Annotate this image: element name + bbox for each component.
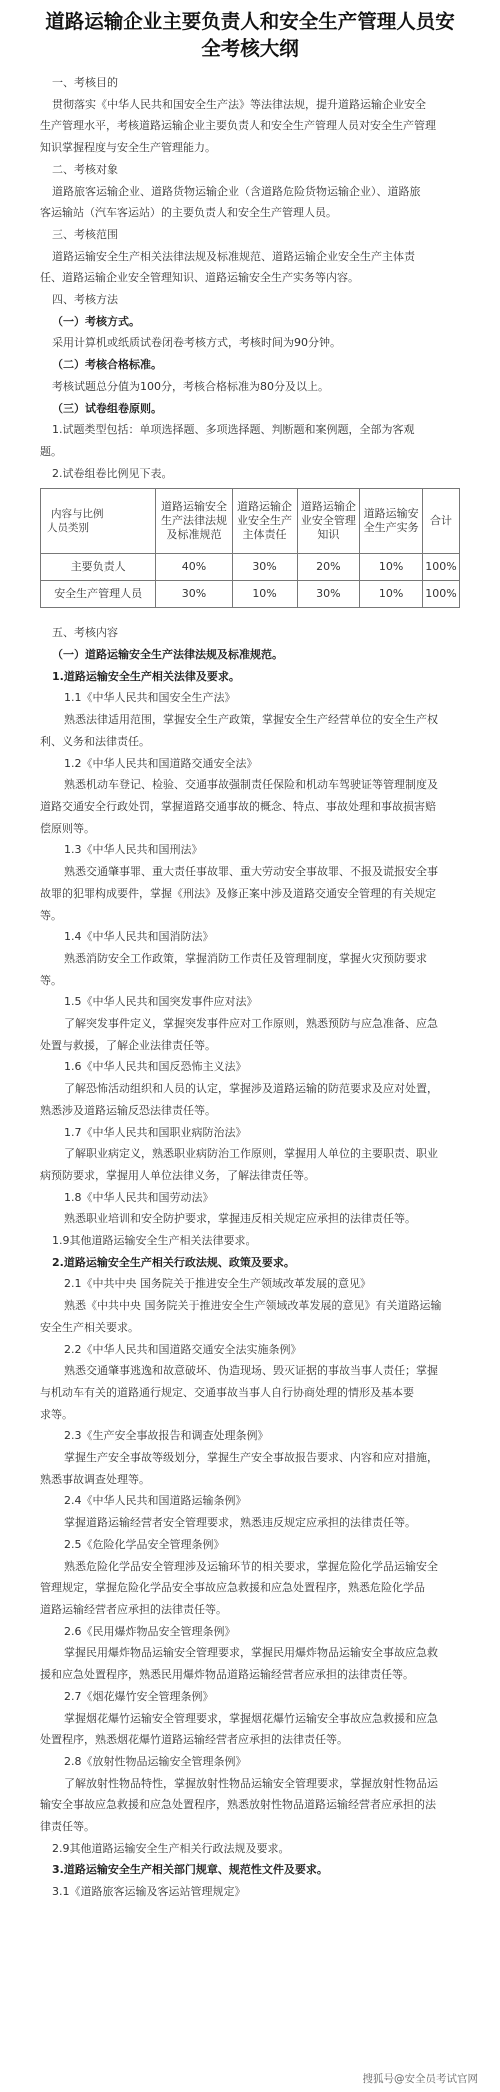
item-1-9: 1.9其他道路运输安全生产相关法律要求。: [52, 1234, 257, 1248]
clause-line: 管理规定，掌握危险化学品安全事故应急救援和应急处置程序，熟悉危险化学品: [40, 1581, 425, 1595]
clause-title: 2.2《中华人民共和国道路交通安全法实施条例》: [64, 1342, 302, 1356]
clause-line: 与机动车有关的道路通行规定、交通事故当事人自行协商处理的情形及基本要: [40, 1385, 414, 1399]
clause-title: 2.3《生产安全事故报告和调查处理条例》: [64, 1429, 269, 1443]
clause-line: 偿原则等。: [40, 821, 95, 835]
section2-heading: 二、考核对象: [52, 162, 118, 176]
clause-title: 1.5《中华人民共和国突发事件应对法》: [64, 995, 258, 1009]
table-header-cell: 道路运输安全生产法律法规及标准规范: [156, 489, 232, 554]
table-cell: 30%: [297, 581, 360, 608]
clause-line: 利、义务和法律责任。: [40, 734, 150, 748]
clause-line: 熟悉危险化学品安全管理涉及运输环节的相关要求，掌握危险化学品运输安全: [64, 1559, 438, 1573]
section4-sub1-heading: （一）考核方式。: [52, 314, 140, 328]
clause-line: 掌握生产安全事故等级划分，掌握生产安全事故报告要求、内容和应对措施，: [64, 1451, 438, 1465]
table-header-cell: 道路运输安全生产实务: [360, 489, 423, 554]
table-cell: 30%: [156, 581, 232, 608]
clause-line: 求等。: [40, 1407, 73, 1421]
clause-line: 道路运输经营者应承担的法律责任等。: [40, 1603, 227, 1616]
table-row-label: 安全生产管理人员: [41, 581, 156, 608]
part1-items: [40, 687, 460, 1230]
clause-title: 1.1《中华人民共和国安全生产法》: [64, 691, 236, 705]
watermark: 搜狐号@安全员考试官网: [362, 2073, 478, 2085]
section1-line: 贯彻落实《中华人民共和国安全生产法》等法律法规，提升道路运输企业安全: [52, 97, 426, 111]
clause-title: 2.6《民用爆炸物品安全管理条例》: [64, 1624, 236, 1638]
section4-sub3-line: 题。: [40, 444, 62, 458]
section5-sub1-heading: （一）道路运输安全生产法律法规及标准规范。: [52, 648, 283, 662]
clause-line: 熟悉交通肇事逃逸和故意破坏、伪造现场、毁灭证据的事故当事人责任；掌握: [64, 1364, 438, 1378]
exam-ratio-table: [40, 488, 460, 608]
clause-line: 了解突发事件定义，掌握突发事件应对工作原则，熟悉预防与应急准备、应急: [64, 1017, 438, 1031]
section3-line: 道路运输安全生产相关法律法规及标准规范、道路运输企业安全生产主体责: [52, 249, 415, 263]
section5-heading: 五、考核内容: [52, 626, 118, 640]
section3-heading: 三、考核范围: [52, 227, 118, 241]
clause-title: 2.4《中华人民共和国道路运输条例》: [64, 1494, 247, 1508]
clause-line: 安全生产相关要求。: [40, 1320, 139, 1334]
table-row: [41, 581, 460, 608]
clause-line: 处置与救援，了解企业法律责任等。: [40, 1038, 216, 1052]
clause-line: 熟悉法律适用范围，掌握安全生产政策，掌握安全生产经营单位的安全生产权: [64, 713, 438, 727]
section2-line: 道路旅客运输企业、道路货物运输企业（含道路危险货物运输企业）、道路旅: [52, 184, 421, 198]
section2-line: 客运输站（汽车客运站）的主要负责人和安全生产管理人员。: [40, 206, 337, 220]
clause-line: 熟悉涉及道路运输反恐法律责任等。: [40, 1103, 216, 1117]
clause-line: 熟悉消防安全工作政策，掌握消防工作责任及管理制度，掌握火灾预防要求: [64, 951, 427, 965]
clause-title: 2.7《烟花爆竹安全管理条例》: [64, 1689, 214, 1703]
section4-heading: 四、考核方法: [52, 293, 118, 307]
clause-title: 1.8《中华人民共和国劳动法》: [64, 1190, 214, 1204]
clause-line: 熟悉交通肇事罪、重大责任事故罪、重大劳动安全事故罪、不报及谎报安全事: [64, 865, 438, 879]
clause-title: 1.7《中华人民共和国职业病防治法》: [64, 1125, 247, 1139]
part2-heading: 2.道路运输安全生产相关行政法规、政策及要求。: [52, 1255, 295, 1269]
clause-line: 援和应急处置程序，熟悉民用爆炸物品道路运输经营者应承担的法律责任等。: [40, 1668, 414, 1682]
clause-line: 掌握烟花爆竹运输安全管理要求，掌握烟花爆竹运输安全事故应急救援和应急: [64, 1711, 438, 1725]
clause-line: 等。: [40, 973, 62, 987]
clause-line: 掌握道路运输经营者安全管理要求，熟悉违反规定应承担的法律责任等。: [64, 1516, 416, 1530]
clause-line: 输安全事故应急救援和应急处置程序，熟悉放射性物品道路运输经营者应承担的法: [40, 1798, 436, 1812]
section1-line: 知识掌握程度与安全生产管理能力。: [40, 141, 216, 155]
clause-title: 2.5《危险化学品安全管理条例》: [64, 1537, 225, 1551]
table-cell: 10%: [232, 581, 297, 608]
section1-line: 生产管理水平，考核道路运输企业主要负责人和安全生产管理人员对安全生产管理: [40, 119, 436, 133]
section3-line: 任、道路运输企业安全管理知识、道路运输安全生产实务等内容。: [40, 271, 359, 285]
section4-sub2-line: 考核试题总分值为100分，考核合格标准为80分及以上。: [52, 379, 329, 393]
clause-line: 熟悉职业培训和安全防护要求，掌握违反相关规定应承担的法律责任等。: [64, 1212, 416, 1226]
table-cell: 10%: [360, 581, 423, 608]
table-cell: 20%: [297, 554, 360, 581]
clause-line: 熟悉事故调查处理等。: [40, 1472, 150, 1486]
corner-top-label: 内容与比例: [51, 508, 104, 521]
clause-title: 2.8《放射性物品运输安全管理条例》: [64, 1754, 247, 1768]
table-cell: 100%: [423, 554, 460, 581]
section4-sub1-line: 采用计算机或纸质试卷闭卷考核方式，考核时间为90分钟。: [52, 336, 341, 350]
item-2-9: 2.9其他道路运输安全生产相关行政法规及要求。: [52, 1841, 290, 1855]
part1-heading: 1.道路运输安全生产相关法律及要求。: [52, 669, 240, 683]
section1-heading: 一、考核目的: [52, 76, 118, 89]
clause-line: 熟悉机动车登记、检验、交通事故强制责任保险和机动车驾驶证等管理制度及: [64, 778, 438, 792]
clause-title: 1.6《中华人民共和国反恐怖主义法》: [64, 1060, 247, 1074]
section4-sub2-heading: （二）考核合格标准。: [52, 358, 162, 372]
table-intro: 2.试卷组卷比例见下表。: [52, 466, 173, 480]
table-cell: 30%: [232, 554, 297, 581]
section4-sub3-heading: （三）试卷组卷原则。: [52, 401, 162, 415]
clause-title: 1.3《中华人民共和国刑法》: [64, 843, 203, 857]
clause-title: 1.2《中华人民共和国道路交通安全法》: [64, 756, 258, 770]
table-header-cell: 合计: [423, 489, 460, 554]
clause-line: 熟悉《中共中央 国务院关于推进安全生产领域改革发展的意见》有关道路运输: [64, 1299, 442, 1313]
table-row: [41, 554, 460, 581]
clause-line: 道路交通安全行政处罚，掌握道路交通事故的概念、特点、事故处理和事故损害赔: [40, 799, 436, 813]
clause-line: 掌握民用爆炸物品运输安全管理要求，掌握民用爆炸物品运输安全事故应急救: [64, 1646, 438, 1660]
corner-bottom-label: 人员类别: [47, 522, 89, 535]
clause-line: 等。: [40, 908, 62, 922]
table-cell: 100%: [423, 581, 460, 608]
table-cell: 40%: [156, 554, 232, 581]
table-cell: 10%: [360, 554, 423, 581]
document-title: [40, 8, 460, 62]
item-3-1: 3.1《道路旅客运输及客运站管理规定》: [52, 1885, 246, 1899]
title-line-1: 道路运输企业主要负责人和安全生产管理人员安: [45, 10, 455, 33]
clause-title: 2.1《中共中央 国务院关于推进安全生产领域改革发展的意见》: [64, 1277, 371, 1291]
clause-line: 处置程序，熟悉烟花爆竹道路运输经营者应承担的法律责任等。: [40, 1733, 348, 1747]
table-header-row: [41, 489, 460, 554]
part3-heading: 3.道路运输安全生产相关部门规章、规范性文件及要求。: [52, 1863, 328, 1877]
title-line-2: 全考核大纲: [201, 37, 299, 60]
clause-line: 律责任等。: [40, 1820, 95, 1834]
table-row-label: 主要负责人: [41, 554, 156, 581]
clause-line: 病预防要求，掌握用人单位法律义务，了解法律责任等。: [40, 1168, 315, 1182]
clause-line: 了解恐怖活动组织和人员的认定，掌握涉及道路运输的防范要求及应对处置，: [64, 1082, 438, 1096]
table-corner-cell: [41, 489, 156, 554]
clause-line: 了解职业病定义，熟悉职业病防治工作原则，掌握用人单位的主要职责、职业: [64, 1147, 438, 1161]
clause-line: 故罪的犯罪构成要件，掌握《刑法》及修正案中涉及道路交通安全管理的有关规定: [40, 886, 436, 900]
clause-line: 了解放射性物品特性，掌握放射性物品运输安全管理要求，掌握放射性物品运: [64, 1776, 438, 1790]
part2-items: [40, 1273, 460, 1837]
section4-sub3-line: 1.试题类型包括：单项选择题、多项选择题、判断题和案例题，全部为客观: [52, 423, 415, 437]
clause-title: 1.4《中华人民共和国消防法》: [64, 930, 214, 944]
table-header-cell: 道路运输企业安全生产主体责任: [232, 489, 297, 554]
table-header-cell: 道路运输企业安全管理知识: [297, 489, 360, 554]
